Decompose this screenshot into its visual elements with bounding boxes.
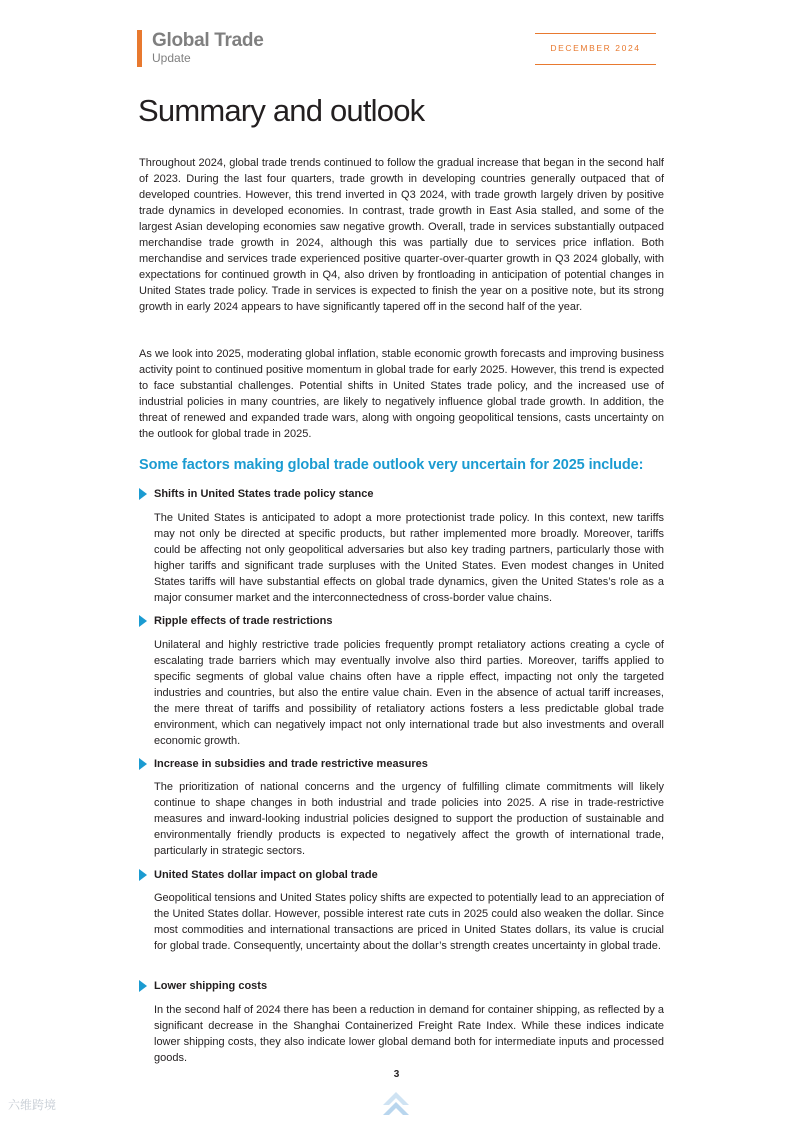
intro-paragraph: Throughout 2024, global trade trends continued to follow the gradual increase that began in the second half of 2023. During the last four quarters, trade growth in developing countries generally outpaced that of developed countries. However, this trend inverted in Q3 2024, with trade growth largely driven by positive trade dynamics in developed economies. In contrast, trade growth in East Asia stalled, and some of the largest Asian developing economies saw negative growth. Overall, trade in services substantially outpaced merchandise trade growth in 2024, although this was partially due to services price inflation. Both merchandise and services trade experienced positive quarter-over-quarter growth in Q3 2024 globally, with expectations for continued growth in Q4, also driven by frontloading in anticipation of potential changes in United States trade policy. Trade in services is expected to finish the year on a positive note, but its strong growth in early 2024 appears to have significantly tapered off in the second half of the year. [139,157,664,313]
factor-title: Shifts in United States trade policy stance [154,488,374,500]
factor-title: Ripple effects of trade restrictions [154,615,333,627]
bullet-triangle-icon [139,869,147,881]
bullet-triangle-icon [139,615,147,627]
outlook-paragraph: As we look into 2025, moderating global inflation, stable economic growth forecasts and improving business activity point to continued positive momentum in global trade for early 2025. However, this trend is expected to face substantial challenges. Potential shifts in United States trade policy, and the increased use of industrial policies in many countries, are likely to negatively influence global trade growth. In addition, the threat of renewed and expanded trade wars, along with ongoing geopolitical tensions, casts uncertainty on the outlook for global trade in 2025. [139,348,664,440]
brand-subtitle: Update [152,51,191,65]
factor-body: The United States is anticipated to adopt a more protectionist trade policy. In this context, new tariffs may not only be directed at specific products, but rather implemented more broadly. Moreover, tariffs could be affecting not only geopolitical adversaries but also key trading partners, particularly those with higher tariffs and significant trade surpluses with the United States. Even modest changes in United States tariffs will have substantial effects on global trade dynamics, given the United States’s role as a major consumer market and the interconnectedness of cross-border value chains. [154,512,664,604]
bullet-triangle-icon [139,758,147,770]
factor-body: Geopolitical tensions and United States policy shifts are expected to potentially lead to an appreciation of the United States dollar. However, possible interest rate cuts in 2025 could also weaken the dollar. Since most commodities and international transactions are priced in United States dollars, its value is crucial for global trade. Consequently, uncertainty about the dollar’s strength creates uncertainty in global trade. [154,892,664,952]
date-box [535,33,656,65]
factor-title: Lower shipping costs [154,980,268,992]
bullet-triangle-icon [139,488,147,500]
brand-title: Global Trade [152,30,264,51]
page-title: Summary and outlook [138,93,425,128]
brand-accent-bar [137,30,142,67]
factor-title: United States dollar impact on global trade [154,869,378,881]
watermark-logo-icon [381,1090,411,1121]
factor-body: In the second half of 2024 there has been a reduction in demand for container shipping, as reflected by a significant decrease in the Shanghai Containerized Freight Rate Index. While these indices indicate lower shipping costs, they also indicate lower global demand both for intermediate inputs and processed goods. [154,1004,665,1064]
page-number: 3 [393,1069,400,1080]
factor-body: The prioritization of national concerns and the urgency of fulfilling climate commitments will likely continue to shape changes in both industrial and trade policies into 2025. A rise in trade-restrictive measures and inward-looking industrial policies designed to support the production of sustainable and environmentally friendly products is expected to negatively affect the growth of international trade, particularly in strategic sectors. [154,781,664,857]
watermark-text: 六维跨境 [8,1098,57,1112]
factor-body: Unilateral and highly restrictive trade policies frequently prompt retaliatory actions creating a cycle of escalating trade barriers which may eventually involve also third parties. Moreover, tariffs applied to specific segments of global value chains often have a ripple effect, impacting not only the targeted industries and countries, but also the entire value chain. Even in the absence of actual tariff increases, the mere threat of tariffs and possibility of retaliatory actions fosters a less predictable global trade environment, which can negatively impact not only international trade but also investments and overall economic growth. [154,639,664,747]
factor-title: Increase in subsidies and trade restrictive measures [154,758,428,770]
publication-date: DECEMBER 2024 [550,43,641,53]
factors-heading: Some factors making global trade outlook very uncertain for 2025 include: [139,457,644,473]
bullet-triangle-icon [139,980,147,992]
